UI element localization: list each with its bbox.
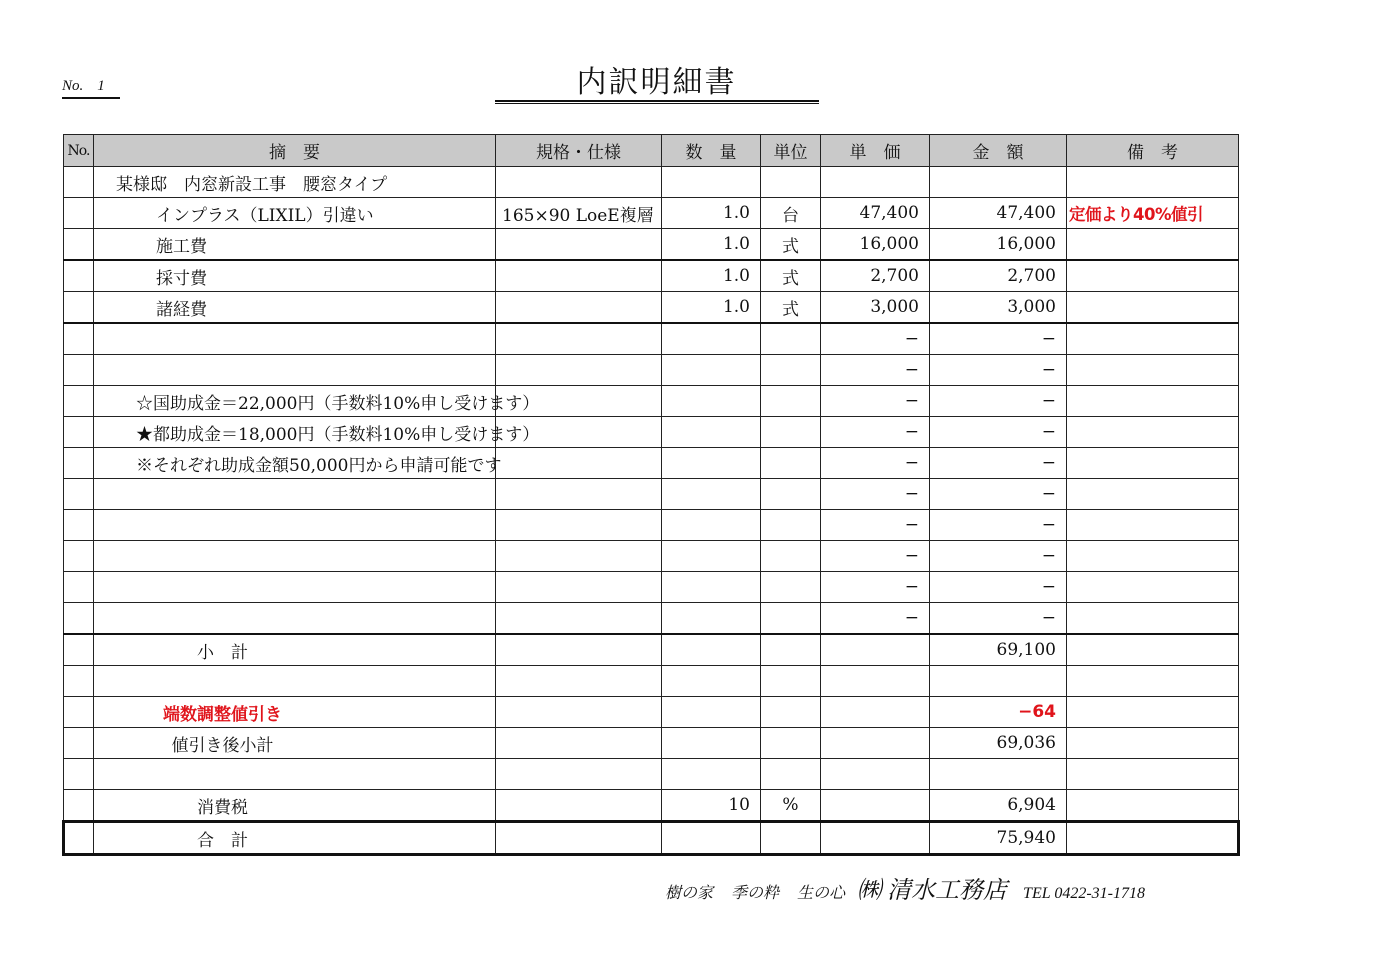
row-amount: 47,400 <box>930 198 1067 229</box>
row-unit-price: − <box>821 323 930 355</box>
row-unit <box>761 510 821 541</box>
table-row <box>64 386 1239 417</box>
row-remarks <box>1067 260 1239 292</box>
after-discount-amount: 69,036 <box>930 728 1067 759</box>
document-number <box>62 78 120 99</box>
total-label: 合 計 <box>94 822 496 855</box>
table-row <box>64 479 1239 510</box>
rounding-discount-row <box>64 697 1239 728</box>
rounding-discount-label: 端数調整値引き <box>94 697 496 728</box>
row-description <box>94 355 496 386</box>
table-row <box>64 572 1239 603</box>
table-header-row <box>64 135 1239 167</box>
row-unit <box>761 167 821 198</box>
row-unit-price: − <box>821 355 930 386</box>
row-unit <box>761 323 821 355</box>
col-header-no: No. <box>64 135 94 167</box>
row-unit-price: 2,700 <box>821 260 930 292</box>
row-amount: − <box>930 448 1067 479</box>
row-unit-price: − <box>821 541 930 572</box>
row-description <box>94 603 496 635</box>
row-remarks <box>1067 448 1239 479</box>
row-unit <box>761 417 821 448</box>
row-amount <box>930 167 1067 198</box>
col-header-spec: 規格・仕様 <box>496 135 662 167</box>
row-spec: 165×90 LoeE複層 <box>496 198 662 229</box>
row-description: 某様邸 内窓新設工事 腰窓タイプ <box>94 167 496 198</box>
row-remarks <box>1067 292 1239 324</box>
row-quantity <box>662 479 761 510</box>
row-remarks <box>1067 323 1239 355</box>
title-underline <box>495 100 819 102</box>
row-description: 施工費 <box>94 229 496 261</box>
slogan-3: 生の心 <box>797 885 846 902</box>
row-no-cell <box>64 167 94 198</box>
table-row <box>64 292 1239 324</box>
row-quantity <box>662 355 761 386</box>
table-row <box>64 167 1239 198</box>
row-no-cell <box>64 603 94 635</box>
col-header-remarks: 備 考 <box>1067 135 1239 167</box>
row-unit-price: − <box>821 386 930 417</box>
row-remarks <box>1067 479 1239 510</box>
row-remarks <box>1067 603 1239 635</box>
tax-amount: 6,904 <box>930 790 1067 822</box>
row-spec <box>496 479 662 510</box>
row-spec <box>496 603 662 635</box>
col-header-amount: 金 額 <box>930 135 1067 167</box>
document-title: 内訳明細書 <box>576 65 737 100</box>
row-no-cell <box>64 417 94 448</box>
row-remarks <box>1067 541 1239 572</box>
row-unit-price: 3,000 <box>821 292 930 324</box>
row-quantity <box>662 603 761 635</box>
row-unit-price: − <box>821 510 930 541</box>
row-spec <box>496 167 662 198</box>
table-row <box>64 323 1239 355</box>
row-amount: 3,000 <box>930 292 1067 324</box>
row-quantity: 1.0 <box>662 198 761 229</box>
row-no-cell <box>64 355 94 386</box>
row-amount: − <box>930 386 1067 417</box>
row-description <box>94 510 496 541</box>
row-amount: − <box>930 572 1067 603</box>
row-unit <box>761 448 821 479</box>
row-remarks <box>1067 417 1239 448</box>
row-amount: − <box>930 417 1067 448</box>
row-no-cell <box>64 634 94 666</box>
row-unit-price: − <box>821 479 930 510</box>
row-quantity <box>662 417 761 448</box>
row-unit-price: − <box>821 448 930 479</box>
row-quantity: 1.0 <box>662 229 761 261</box>
row-unit <box>761 386 821 417</box>
row-spec <box>496 448 662 479</box>
row-unit-price: − <box>821 603 930 635</box>
company-footer <box>665 870 1225 905</box>
row-unit: 式 <box>761 292 821 324</box>
row-description: ★都助成金＝18,000円（手数料10%申し受けます） <box>94 417 496 448</box>
row-spec <box>496 572 662 603</box>
tax-label: 消費税 <box>94 790 496 822</box>
row-spec <box>496 541 662 572</box>
row-description <box>94 479 496 510</box>
row-description <box>94 572 496 603</box>
col-header-unit: 単位 <box>761 135 821 167</box>
tax-rate: 10 <box>662 790 761 822</box>
rounding-discount-amount: −64 <box>930 697 1067 728</box>
row-unit-price <box>821 167 930 198</box>
row-remarks <box>1067 167 1239 198</box>
total-row <box>64 822 1239 855</box>
table-row <box>64 417 1239 448</box>
row-amount: − <box>930 323 1067 355</box>
row-description: 諸経費 <box>94 292 496 324</box>
col-header-unit-price: 単 価 <box>821 135 930 167</box>
row-quantity <box>662 167 761 198</box>
row-quantity: 1.0 <box>662 292 761 324</box>
table-row <box>64 355 1239 386</box>
row-no-cell <box>64 448 94 479</box>
subtotal-row <box>64 634 1239 666</box>
table-row <box>64 510 1239 541</box>
table-row <box>64 260 1239 292</box>
row-quantity: 1.0 <box>662 260 761 292</box>
row-spec <box>496 510 662 541</box>
tax-unit: % <box>761 790 821 822</box>
table-row <box>64 603 1239 635</box>
row-remarks <box>1067 229 1239 261</box>
row-quantity <box>662 448 761 479</box>
row-amount: − <box>930 541 1067 572</box>
row-amount: − <box>930 355 1067 386</box>
row-no-cell <box>64 198 94 229</box>
row-no-cell <box>64 479 94 510</box>
blank-row <box>64 666 1239 697</box>
row-unit <box>761 355 821 386</box>
row-description <box>94 541 496 572</box>
table-row <box>64 198 1239 229</box>
row-no-cell <box>64 386 94 417</box>
company-phone: TEL 0422-31-1718 <box>1023 885 1145 902</box>
subtotal-label: 小 計 <box>94 634 496 666</box>
row-amount: 16,000 <box>930 229 1067 261</box>
row-no-cell <box>64 260 94 292</box>
row-remarks <box>1067 355 1239 386</box>
row-description <box>94 323 496 355</box>
row-unit-price: 16,000 <box>821 229 930 261</box>
row-spec <box>496 260 662 292</box>
row-quantity <box>662 386 761 417</box>
after-discount-label: 値引き後小計 <box>94 728 496 759</box>
row-no-cell <box>64 572 94 603</box>
breakdown-table <box>62 134 1240 856</box>
document-number-value: 1 <box>97 78 105 94</box>
row-unit <box>761 541 821 572</box>
row-quantity <box>662 541 761 572</box>
row-amount: 2,700 <box>930 260 1067 292</box>
row-amount: − <box>930 603 1067 635</box>
row-unit <box>761 479 821 510</box>
row-amount: − <box>930 479 1067 510</box>
slogan-1: 樹の家 <box>665 885 714 902</box>
col-header-description: 摘 要 <box>94 135 496 167</box>
row-description: 採寸費 <box>94 260 496 292</box>
row-no-cell <box>64 510 94 541</box>
row-spec <box>496 229 662 261</box>
row-unit <box>761 603 821 635</box>
total-amount: 75,940 <box>930 822 1067 855</box>
row-remarks <box>1067 386 1239 417</box>
table-row <box>64 448 1239 479</box>
blank-row <box>64 759 1239 790</box>
row-unit: 台 <box>761 198 821 229</box>
row-spec <box>496 292 662 324</box>
row-no-cell <box>64 229 94 261</box>
row-no-cell <box>64 541 94 572</box>
company-name: ㈱ 清水工務店 <box>857 878 1008 904</box>
table-row <box>64 541 1239 572</box>
row-no-cell <box>64 292 94 324</box>
document-number-label: No. <box>62 78 84 94</box>
tax-row <box>64 790 1239 822</box>
row-unit: 式 <box>761 229 821 261</box>
row-remarks <box>1067 510 1239 541</box>
row-description: ☆国助成金＝22,000円（手数料10%申し受けます） <box>94 386 496 417</box>
row-unit-price: − <box>821 417 930 448</box>
row-no-cell <box>64 323 94 355</box>
row-unit-price: 47,400 <box>821 198 930 229</box>
row-unit: 式 <box>761 260 821 292</box>
col-header-quantity: 数 量 <box>662 135 761 167</box>
row-quantity <box>662 572 761 603</box>
row-unit <box>761 572 821 603</box>
row-description: ※それぞれ助成金額50,000円から申請可能です <box>94 448 496 479</box>
row-unit-price: − <box>821 572 930 603</box>
row-remarks: 定価より40%値引 <box>1067 198 1239 229</box>
subtotal-amount: 69,100 <box>930 634 1067 666</box>
row-description: インプラス（LIXIL）引違い <box>94 198 496 229</box>
table-row <box>64 229 1239 261</box>
slogan-2: 季の粋 <box>731 885 780 902</box>
row-remarks <box>1067 572 1239 603</box>
row-quantity <box>662 323 761 355</box>
row-spec <box>496 323 662 355</box>
title-underline-inner <box>495 103 819 104</box>
row-spec <box>496 355 662 386</box>
row-amount: − <box>930 510 1067 541</box>
row-quantity <box>662 510 761 541</box>
after-discount-row <box>64 728 1239 759</box>
